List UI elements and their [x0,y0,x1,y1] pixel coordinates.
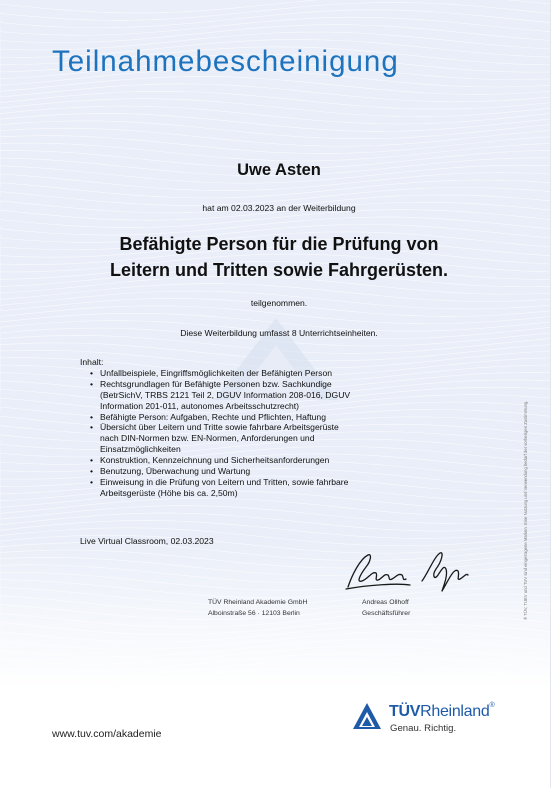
units-text: Diese Weiterbildung umfasst 8 Unterrichtseinheiten. [180,328,378,338]
list-item: • Benutzung, Überwachung und Wartung [90,466,420,477]
issuer-address: Alboinstraße 56 · 12103 Berlin [208,609,300,617]
brand-tagline: Genau. Richtig. [390,723,457,734]
tuv-rheinland-logo [352,701,532,746]
contents-label: Inhalt: [80,357,104,367]
signer-title: Geschäftsführer [362,609,411,617]
triangle-logo-icon [352,701,382,731]
brand-name [389,703,494,721]
legal-notice: ® TÜV, TUEV und TUV sind eingetragene Marken. Eine Nutzung und Verwendung bedarf der vorherigen Zustimmung. [523,400,528,620]
certificate-title: Teilnahmebescheinigung [52,45,399,78]
issuer-organization [208,598,307,619]
participant-name: Uwe Asten [237,161,321,179]
list-item: • Konstruktion, Kennzeichnung und Sicherheitsanforderungen [90,455,420,466]
registered-mark: ® [489,702,495,709]
course-title [0,231,558,283]
signer-name: Andreas Ollhoff [362,599,409,606]
website-url: www.tuv.com/akademie [52,728,162,740]
contents-list [80,368,420,499]
course-title-line-2: Leitern und Tritten sowie Fahrgerüsten. [109,260,449,280]
list-item: • Befähigte Person: Aufgaben, Rechte und Pflichten, Haftung [90,412,420,423]
participated-text: teilgenommen. [250,298,308,308]
signer-block [362,598,410,619]
place-date: Live Virtual Classroom, 02.03.2023 [80,536,214,546]
list-item: • Unfallbeispiele, Eingriffsmöglichkeiten der Befähigten Person [90,368,420,379]
handwritten-signature [338,545,478,597]
issuer-name: TÜV Rheinland Akademie GmbH [208,599,308,606]
course-title-line-1: Befähigte Person für die Prüfung von [119,234,439,254]
intro-text: hat am 02.03.2023 an der Weiterbildung [202,203,356,213]
list-item: • Einweisung in die Prüfung von Leitern und Tritten, sowie fahrbare Arbeitsgerüste (Höhe bis ca. 2,50m) [90,477,420,499]
list-item: • Übersicht über Leitern und Tritte sowie fahrbare Arbeitsgerüste nach DIN-Normen bzw. EN-Normen, Anforderungen und Einsatzmöglichkeiten [90,422,420,455]
list-item: • Rechtsgrundlagen für Befähigte Personen bzw. Sachkundige (BetrSichV, TRBS 2121 Teil 2, DGUV Information 208-016, DGUV Information 201-011, autonomes Arbeitsschutzrecht) [90,379,420,412]
contents-section [80,357,420,499]
brand-name-rest: Rheinland [420,703,490,720]
brand-name-bold: TÜV [389,703,421,720]
